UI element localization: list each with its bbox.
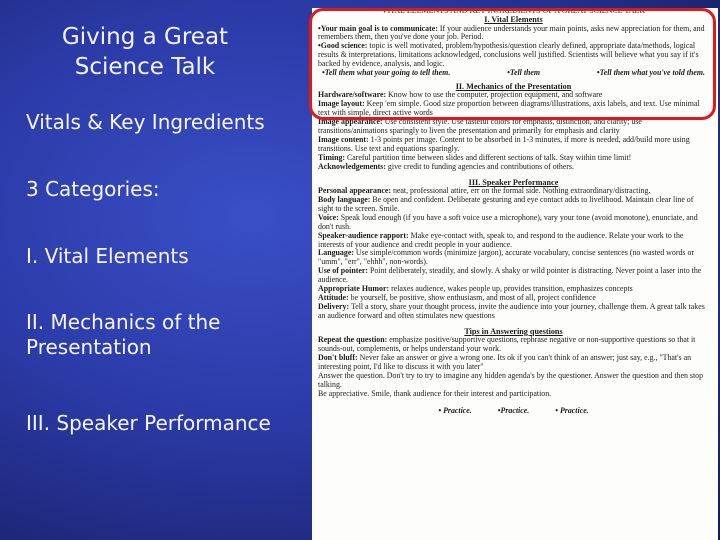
speaker-language: Language: Use simple/common words (minimize jargon), accurate vocabulary, concise sentences (no wasted words or "umm", "err", "ehhh", non-words). [318,248,695,267]
document-panel [312,8,718,540]
slide-title [20,22,270,82]
vital-goal-paragraph: •Your main goal is to communicate: If your audience understands your main points, asks new appreciation for them, and remembers them, then you've done your job. Period. [318,23,705,42]
questions-dont-bluff: Don't bluff: Never fake an answer or give a wrong one. Its ok if you can't think of an answer; just say, e.g., "That's an interesting point, I'd like to discuss it with you later" [318,353,692,371]
mechanics-hardware: Hardware/software: Know how to use the computer, projection equipment, and software [318,90,603,100]
speaker-attitude: Attitude: be yourself, be positive, show enthusiasm, and most of all, project confidence [318,292,596,302]
tell-them-3: •Tell them what you've told them. [596,68,705,78]
slide-text-column [0,0,308,540]
mechanics-image-content: Image content: 1-3 points per image. Content to be absorbed in 1-3 minutes, if more is needed, add/build more using transitions. Use text and equations sparingly. [318,134,690,153]
mechanics-image-layout: Image layout: Keep 'em simple. Good size proportion between diagrams/illustrations, axis labels, and text. Use minimal text with simple, direct active words [318,99,700,118]
mechanics-acknowledgements: Acknowledgements: give credit to funding agencies and contributions of others. [318,161,574,171]
practice-row [318,407,709,416]
questions-repeat: Repeat the question: emphasize positive/supportive questions, rephrase negative or non-supportive questions so that it sounds-out, complements, or helps understand your work. [318,335,696,354]
speaker-appearance: Personal appearance: neat, professional attire, err on the formal side. Nothing extraordinary/distracting. [318,186,651,196]
speaker-pointer: Use of pointer: Point deliberately, steadily, and slowly. A shaky or wild pointer is distracting. Never point a laser into the audience. [318,266,702,285]
tell-them-2: •Tell them [507,68,541,78]
category-speaker-performance: III. Speaker Performance [26,411,271,435]
section-mechanics-heading: II. Mechanics of the Presentation [455,81,572,91]
category-mechanics-line1: II. Mechanics of the [26,310,221,334]
speaker-rapport: Speaker-audience rapport: Make eye-contact with, speak to, and respond to the audience. Relate your work to the interests of your audience and credit people in your audience. [318,230,684,249]
questions-answer: Answer the question. Don't try to try to imagine any hidden agenda's by the questioner. Answer the question and then stop talking. [318,370,704,389]
category-mechanics-line2: Presentation [26,335,152,359]
slide-subtitle: Vitals & Key Ingredients [26,110,265,134]
tell-them-row [318,69,709,78]
categories-label: 3 Categories: [26,177,160,201]
document-title: VITAL ELEMENTS AND KEY INGREDIENTS OF A GREAT SCIENCE TALK [381,8,646,15]
category-vital-elements: I. Vital Elements [26,244,189,268]
section-speaker-heading: III. Speaker Performance [468,177,559,187]
speaker-voice: Voice: Speak loud enough (if you have a soft voice use a microphone), vary your tone (avoid monotone), enunciate, and don't rush. [318,212,698,231]
practice-2: •Practice. [497,405,530,415]
mechanics-timing: Timing: Careful partition time between slides and different sections of talk. Stay within time limit! [318,152,632,162]
speaker-body-language: Body language: Be open and confident. Deliberate gesturing and eye contact adds to livelihood. Maintain clear line of sight to the screen. Smile. [318,195,694,213]
tell-them-1: •Tell them what your going to tell them. [322,68,451,78]
practice-1: • Practice. [438,405,472,415]
speaker-humor: Appropriate Humor: relaxes audience, wakes people up, provides transition, emphasizes concepts [318,284,633,294]
questions-appreciative: Be appreciative. Smile, thank audience for their interest and participation. [318,388,552,398]
category-mechanics [26,310,296,360]
speaker-delivery: Delivery: Tell a story, share your thought process, invite the audience into your journey, challenge them. A great talk takes an audience forward and often stimulates new questions [318,301,705,320]
section-vital-elements-heading: I. Vital Elements [484,15,543,24]
practice-3: • Practice. [555,405,589,415]
mechanics-image-appearance: Image appearance: Use consistent style. Use tasteful colors for emphasis, distinction, and clarity; use transitions/animations sparingly to liven the presentation and primarily for emphasis and clarity [318,117,642,136]
vital-science-paragraph: •Good science: topic is well motivated, problem/hypothesis/question clearly defined, appropriate data/methods, logical results & interpretations, limitations acknowledged, conclusions well justified. Scientists will believe what you say if it's backed by evidence, analysis, and logic. [318,41,699,69]
slide-title-line1: Giving a Great [61,24,229,50]
section-questions-heading: Tips in Answering questions [464,326,563,336]
slide-title-line2: Science Talk [74,54,216,80]
